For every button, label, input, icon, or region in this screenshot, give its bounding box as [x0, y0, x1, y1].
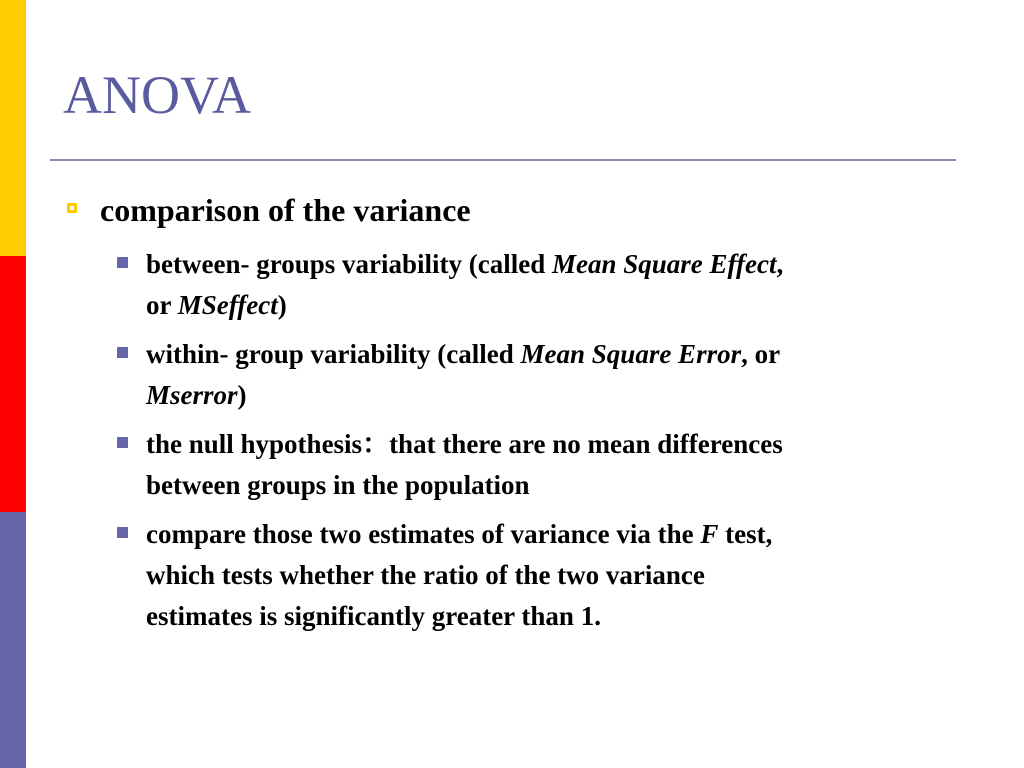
sub-bullet-text — [146, 334, 956, 416]
square-bullet-icon — [117, 347, 128, 358]
text-run: between groups in the population — [146, 470, 530, 500]
italic-term: MSeffect — [177, 290, 278, 320]
text-run: estimates is significantly greater than 1. — [146, 601, 601, 631]
italic-term: Mserror — [146, 380, 238, 410]
text-run: , or — [741, 339, 781, 369]
text-run: ) — [237, 380, 247, 410]
sub-bullet-text — [146, 514, 956, 637]
italic-term: F — [700, 519, 719, 549]
italic-term: Mean Square Effect — [551, 249, 777, 279]
text-run: , — [776, 249, 784, 279]
main-bullet-text: comparison of the variance — [100, 192, 471, 228]
sub-bullet-text — [146, 244, 956, 326]
text-run: the null hypothesis：that there are no mean differences — [146, 429, 783, 459]
square-bullet-icon — [117, 527, 128, 538]
text-run: between- groups variability (called — [146, 249, 552, 279]
hollow-square-bullet-icon — [67, 203, 77, 213]
text-run: ) — [277, 290, 287, 320]
square-bullet-icon — [117, 257, 128, 268]
text-run: which tests whether the ratio of the two variance — [146, 560, 705, 590]
text-run: test, — [718, 519, 773, 549]
sub-bullet-text — [146, 424, 956, 506]
square-bullet-icon — [117, 437, 128, 448]
text-run: within- group variability (called — [146, 339, 521, 369]
slide-title: ANOVA — [63, 65, 252, 125]
text-run: compare those two estimates of variance via the — [146, 519, 701, 549]
italic-term: Mean Square Error — [520, 339, 742, 369]
text-run: or — [146, 290, 178, 320]
